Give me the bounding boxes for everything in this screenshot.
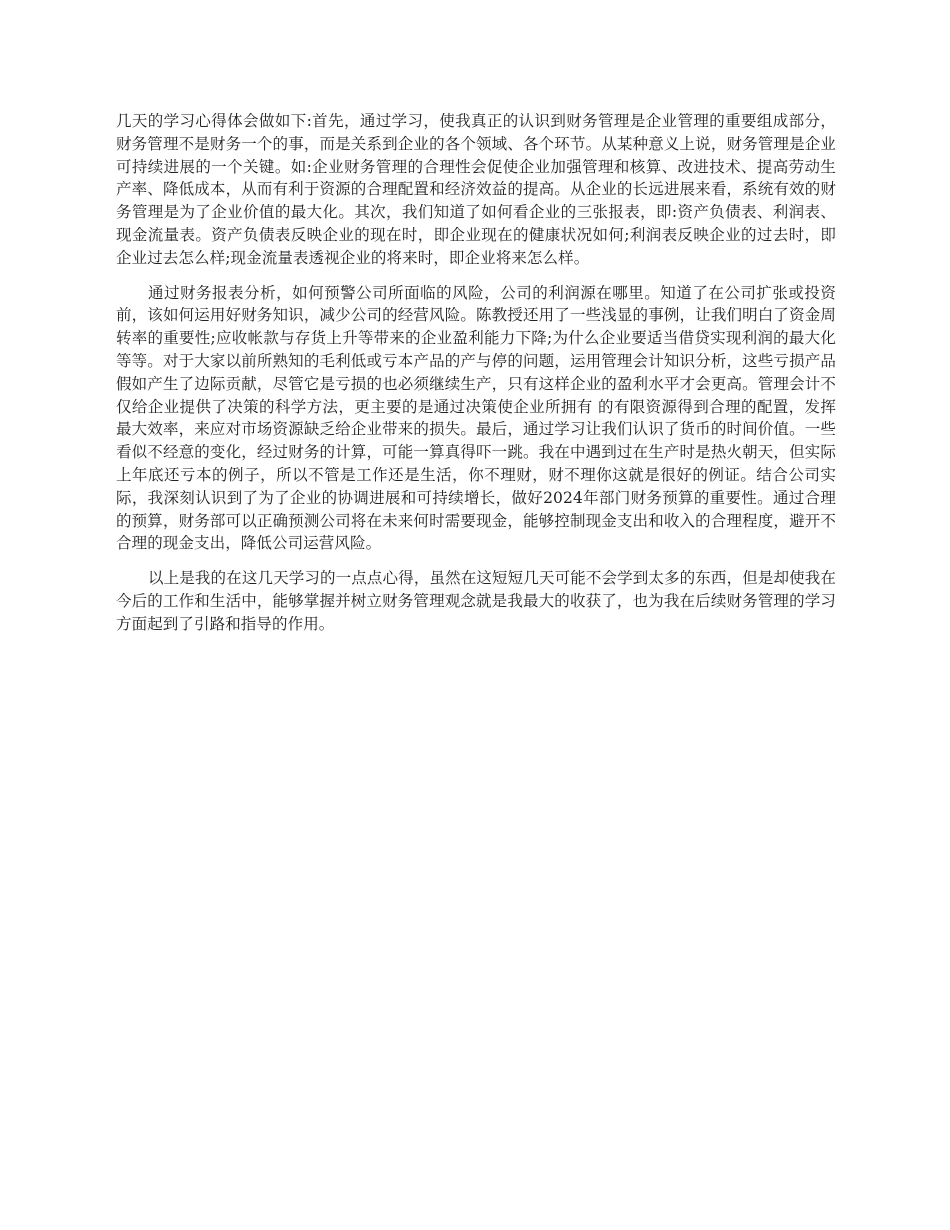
paragraph-2: 通过财务报表分析，如何预警公司所面临的风险，公司的利润源在哪里。知道了在公司扩张或投资前，该如何运用好财务知识，减少公司的经营风险。陈教授还用了一些浅显的事例，让我们明白了资金周转率的重要性;应收帐款与存货上升等带来的企业盈利能力下降;为什么企业要适当借贷实现利润的最大化等等。对于大家以前所熟知的毛利低或亏本产品的产与停的问题，运用管理会计知识分析，这些亏损产品假如产生了边际贡献，尽管它是亏损的也必须继续生产，只有这样企业的盈利水平才会更高。管理会计不仅给企业提供了决策的科学方法，更主要的是通过决策使企业所拥有 的有限资源得到合理的配置，发挥最大效率，来应对市场资源缺乏给企业带来的损失。最后，通过学习让我们认识了货币的时间价值。一些看似不经意的变化，经过财务的计算，可能一算真得吓一跳。我在中遇到过在生产时是热火朝天，但实际上年底还亏本的例子，所以不管是工作还是生活，你不理财，财不理你这就是很好的例证。结合公司实际，我深刻认识到了为了企业的协调进展和可持续增长，做好2024年部门财务预算的重要性。通过合理的预算，财务部可以正确预测公司将在未来何时需要现金，能够控制现金支出和收入的合理程度，避开不合理的现金支出，降低公司运营风险。 — [116, 283, 836, 553]
paragraph-3: 以上是我的在这几天学习的一点点心得，虽然在这短短几天可能不会学到太多的东西，但是却使我在今后的工作和生活中，能够掌握并树立财务管理观念就是我最大的收获了，也为我在后续财务管理的学习方面起到了引路和指导的作用。 — [116, 569, 836, 633]
paragraph-1: 几天的学习心得体会做如下:首先，通过学习，使我真正的认识到财务管理是企业管理的重要组成部分，财务管理不是财务一个的事，而是关系到企业的各个领域、各个环节。从某种意义上说，财务管理是企业可持续进展的一个关键。如:企业财务管理的合理性会促使企业加强管理和核算、改进技术、提高劳动生产率、降低成本，从而有利于资源的合理配置和经济效益的提高。从企业的长远进展来看，系统有效的财务管理是为了企业价值的最大化。其次，我们知道了如何看企业的三张报表，即:资产负债表、利润表、现金流量表。资产负债表反映企业的现在时，即企业现在的健康状况如何;利润表反映企业的过去时，即企业过去怎么样;现金流量表透视企业的将来时，即企业将来怎么样。 — [116, 112, 836, 267]
document-body — [116, 110, 836, 648]
